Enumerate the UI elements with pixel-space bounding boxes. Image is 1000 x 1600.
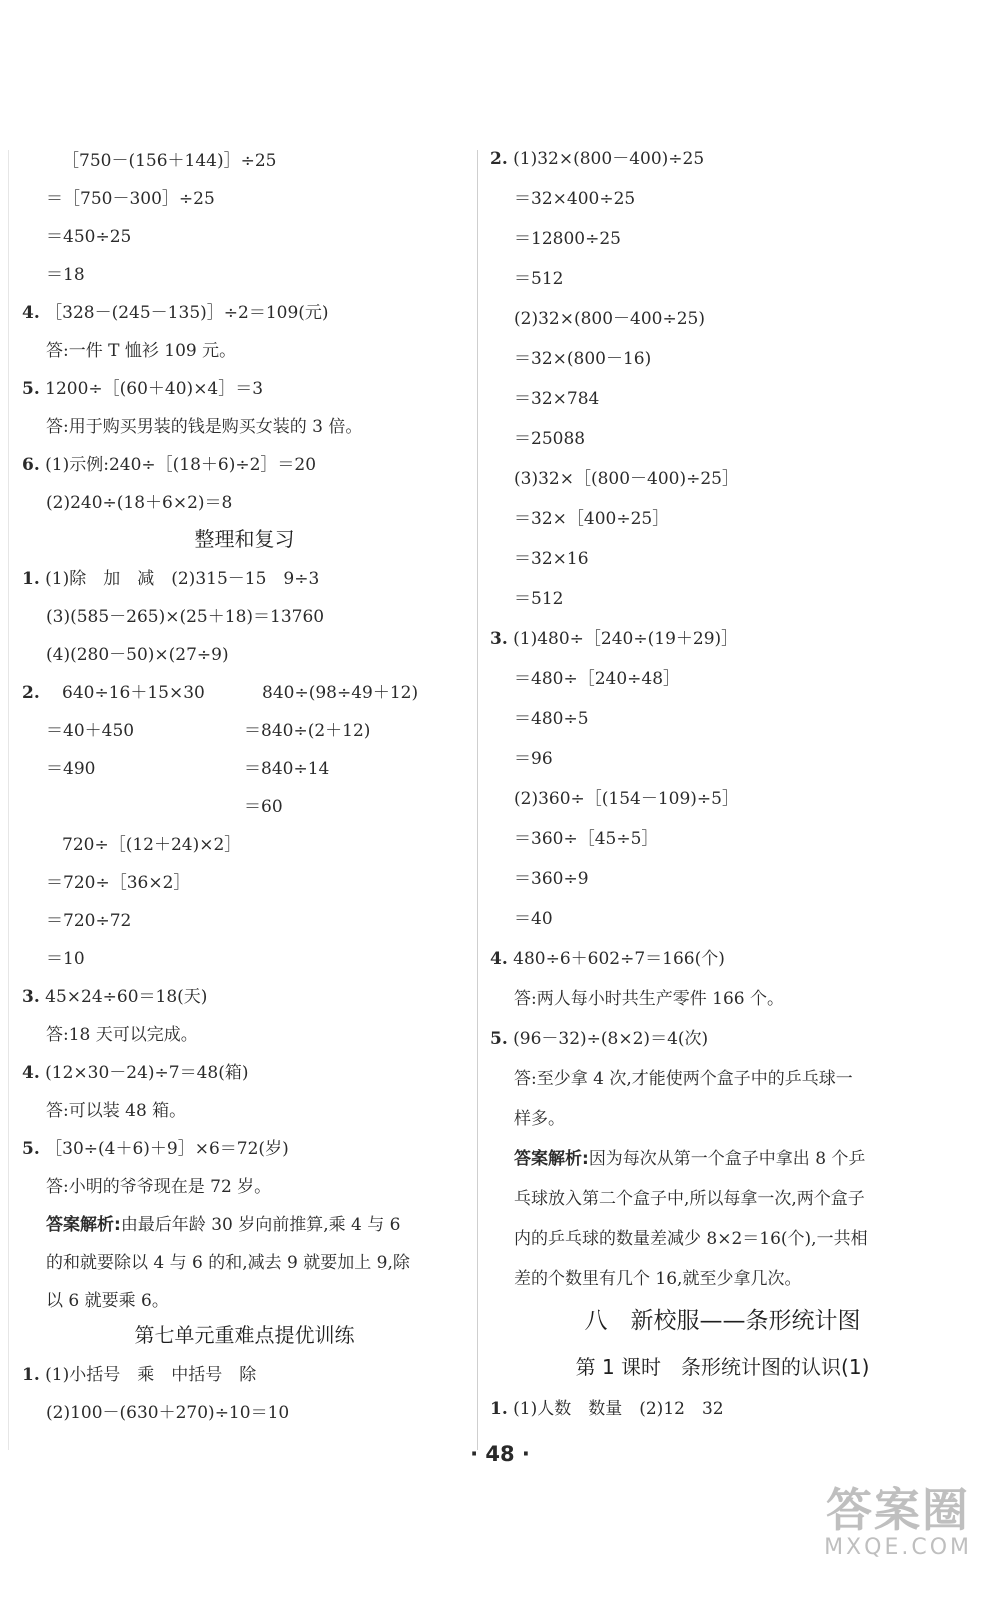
calc-line: (2)360÷［(154－109)÷5］ xyxy=(514,789,739,809)
question-number: 1. xyxy=(490,1399,508,1419)
explanation-line: 内的乒乓球的数量差减少 8×2＝16(个),一共相 xyxy=(514,1229,868,1249)
calc-line: ＝18 xyxy=(46,265,85,285)
calc-line: ＝480÷［240÷48］ xyxy=(514,669,681,689)
watermark-logo xyxy=(824,1485,972,1560)
calc-line: ＝360÷9 xyxy=(514,869,589,889)
calc-line: ＝32×16 xyxy=(514,549,589,569)
question-5 xyxy=(22,378,263,400)
section-heading-unit8: 八 新校服——条形统计图 xyxy=(584,1308,861,1334)
answer-line: 答:可以装 48 箱。 xyxy=(46,1101,187,1121)
question-number: 5. xyxy=(490,1029,508,1049)
question-number: 2. xyxy=(490,149,508,169)
explanation-label: 答案解析: xyxy=(514,1149,589,1169)
calc-line: ＝40 xyxy=(514,909,553,929)
review-question-3 xyxy=(22,986,207,1008)
answer-line: 答:18 天可以完成。 xyxy=(46,1025,198,1045)
answer-text: (1)人数 数量 (2)12 32 xyxy=(513,1399,724,1419)
review-question-2-number: 2. xyxy=(22,683,40,703)
calc-line: ＝512 xyxy=(514,589,564,609)
answer-line: 答:用于购买男装的钱是购买女装的 3 倍。 xyxy=(46,417,363,437)
calc-line: ＝60 xyxy=(244,797,283,817)
lesson-subheading: 第 1 课时 条形统计图的认识(1) xyxy=(575,1355,870,1379)
question-5 xyxy=(490,1028,708,1050)
equation: ［328－(245－135)］÷2＝109(元) xyxy=(45,303,329,323)
question-number: 5. xyxy=(22,1139,40,1159)
question-number: 4. xyxy=(22,1063,40,1083)
calc-line: ＝512 xyxy=(514,269,564,289)
question-number: 6. xyxy=(22,455,40,475)
question-number: 5. xyxy=(22,379,40,399)
section-heading-unit7: 第七单元重难点提优训练 xyxy=(134,1323,355,1347)
calc-line: ＝96 xyxy=(514,749,553,769)
equation: ［30÷(4＋6)＋9］×6＝72(岁) xyxy=(45,1139,289,1159)
calc-line: 840÷(98÷49＋12) xyxy=(262,683,419,703)
watermark-url: MXQE.COM xyxy=(824,1535,972,1560)
page-number: · 48 · xyxy=(470,1442,530,1466)
answer-text: (1)小括号 乘 中括号 除 xyxy=(45,1365,257,1385)
calc-line: ＝32×(800－16) xyxy=(514,349,652,369)
unit7-question-1 xyxy=(22,1364,256,1386)
calc-line: ＝840÷(2＋12) xyxy=(244,721,371,741)
review-question-1 xyxy=(22,568,319,590)
equation: 1200÷［(60＋40)×4］＝3 xyxy=(45,379,264,399)
explanation-line: 答案解析:因为每次从第一个盒子中拿出 8 个乒 xyxy=(514,1149,866,1169)
explanation-line: 乓球放入第二个盒子中,所以每拿一次,两个盒子 xyxy=(514,1189,865,1209)
equation: 480÷6＋602÷7＝166(个) xyxy=(513,949,725,969)
calc-line: 720÷［(12＋24)×2］ xyxy=(62,835,242,855)
explanation-line: 以 6 就要乘 6。 xyxy=(46,1291,169,1311)
question-number: 4. xyxy=(490,949,508,969)
explanation-label: 答案解析: xyxy=(46,1215,121,1235)
calc-line: ＝32×784 xyxy=(514,389,600,409)
question-number: 3. xyxy=(490,629,508,649)
answer-line: (4)(280－50)×(27÷9) xyxy=(46,645,229,665)
calc-line: ［750－(156＋144)］÷25 xyxy=(62,151,277,171)
answer-line: 答:两人每小时共生产零件 166 个。 xyxy=(514,989,784,1009)
question-number: 1. xyxy=(22,569,40,589)
question-2: 2. (1)32×(800－400)÷25 xyxy=(490,149,705,169)
equation: (1)示例:240÷［(18＋6)÷2］＝20 xyxy=(45,455,317,475)
review-question-5 xyxy=(22,1138,289,1160)
calc-line: ＝360÷［45÷5］ xyxy=(514,829,659,849)
question-number: 4. xyxy=(22,303,40,323)
answer-line: 答:至少拿 4 次,才能使两个盒子中的乒乓球一 xyxy=(514,1069,853,1089)
equation-line: (2)240÷(18＋6×2)＝8 xyxy=(46,493,233,513)
lesson-question-1 xyxy=(490,1398,724,1420)
explanation-line: 的和就要除以 4 与 6 的和,减去 9 就要加上 9,除 xyxy=(46,1253,410,1273)
calc-line: 640÷16＋15×30 xyxy=(62,683,205,703)
question-4 xyxy=(22,302,329,324)
question-4 xyxy=(490,948,725,970)
calc-line: ＝32×400÷25 xyxy=(514,189,636,209)
calc-line: ＝840÷14 xyxy=(244,759,330,779)
equation: (96－32)÷(8×2)＝4(次) xyxy=(513,1029,709,1049)
answer-text: (1)除 加 减 (2)315－15 9÷3 xyxy=(45,569,320,589)
calc-line: ＝32×［400÷25］ xyxy=(514,509,670,529)
column-divider xyxy=(477,150,478,1450)
watermark-text: 答案圈 xyxy=(826,1483,971,1537)
calc-line: ＝490 xyxy=(46,759,96,779)
calc-line: ＝480÷5 xyxy=(514,709,589,729)
calc-line: ＝720÷72 xyxy=(46,911,132,931)
question-number: 3. xyxy=(22,987,40,1007)
review-question-4 xyxy=(22,1062,249,1084)
equation: 45×24÷60＝18(天) xyxy=(45,987,208,1007)
calc-line: ＝720÷［36×2］ xyxy=(46,873,191,893)
explanation-line: 答案解析:由最后年龄 30 岁向前推算,乘 4 与 6 xyxy=(46,1215,401,1235)
calc-line: ＝［750－300］÷25 xyxy=(46,189,215,209)
explanation-line: 差的个数里有几个 16,就至少拿几次。 xyxy=(514,1269,802,1289)
equation: (12×30－24)÷7＝48(箱) xyxy=(45,1063,249,1083)
calc-line: ＝40＋450 xyxy=(46,721,135,741)
calc-line: ＝450÷25 xyxy=(46,227,132,247)
calc-line: (3)32×［(800－400)÷25］ xyxy=(514,469,739,489)
calc-line: ＝10 xyxy=(46,949,85,969)
page-edge-line xyxy=(8,150,9,1450)
answer-line: (3)(585－265)×(25＋18)＝13760 xyxy=(46,607,325,627)
section-heading-review: 整理和复习 xyxy=(194,527,295,551)
question-3: 3. (1)480÷［240÷(19＋29)］ xyxy=(490,629,739,649)
calc-line: (2)32×(800－400÷25) xyxy=(514,309,705,329)
calc-line: ＝12800÷25 xyxy=(514,229,621,249)
answer-line: 答:一件 T 恤衫 109 元。 xyxy=(46,341,237,361)
calc-line: ＝25088 xyxy=(514,429,586,449)
answer-line: 答:小明的爷爷现在是 72 岁。 xyxy=(46,1177,272,1197)
question-number: 1. xyxy=(22,1365,40,1385)
answer-line: 样多。 xyxy=(514,1109,565,1129)
question-6 xyxy=(22,454,316,476)
answer-line: (2)100－(630＋270)÷10＝10 xyxy=(46,1403,290,1423)
